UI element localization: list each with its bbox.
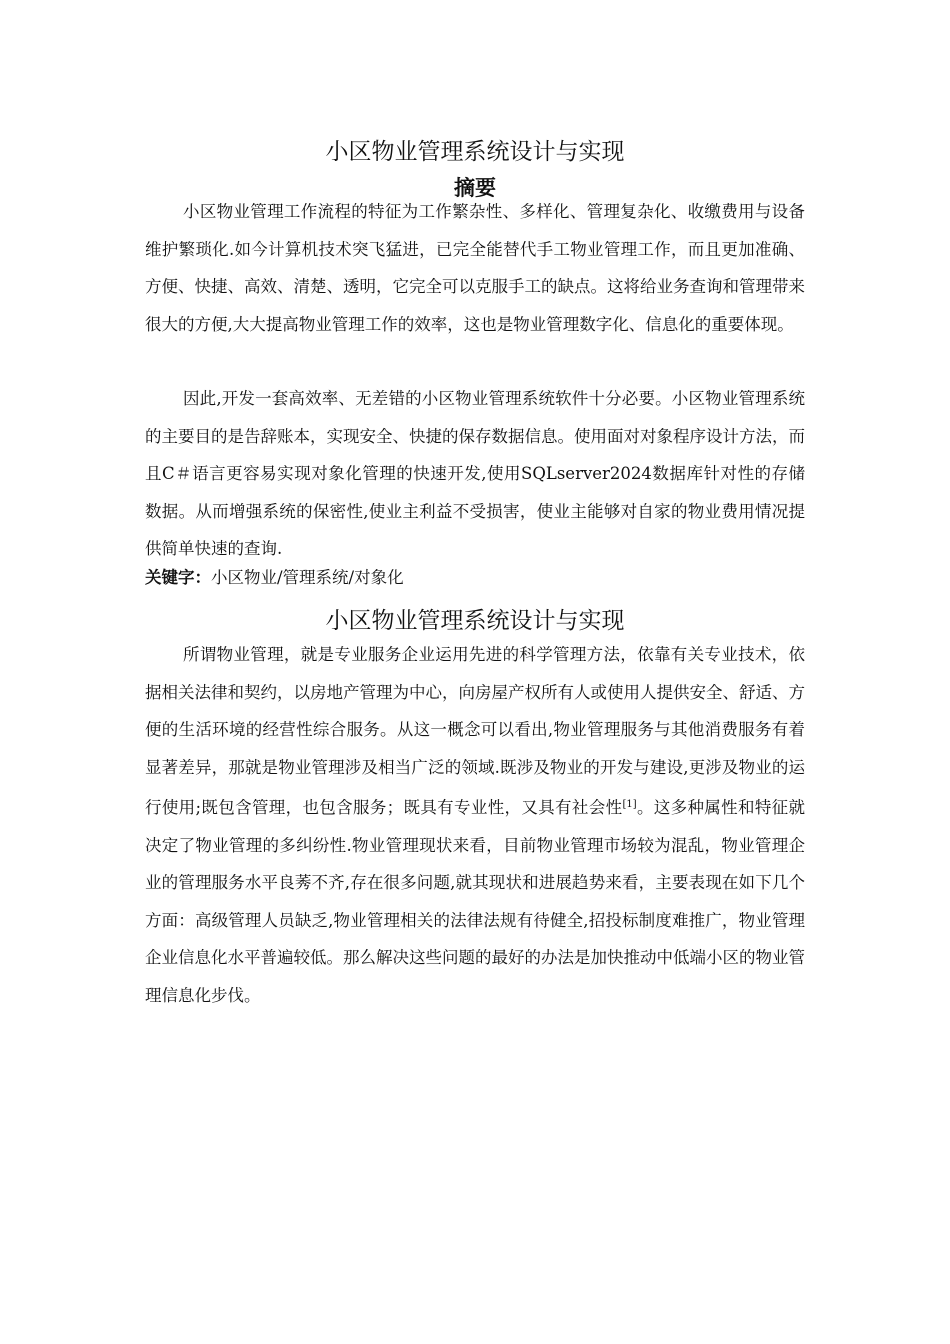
- section-title: 小区物业管理系统设计与实现: [325, 608, 625, 634]
- keywords-text: 小区物业/管理系统/对象化: [211, 568, 404, 587]
- body-text-part-1: 所谓物业管理，就是专业服务企业运用先进的科学管理方法，依靠有关专业技术，依据相关法律和契约，以房地产管理为中心，向房屋产权所有人或使用人提供安全、舒适、方便的生活环境的经营性综合服务。从这一概念可以看出,物业管理服务与其他消费服务有着显著差异，那就是物业管理涉及相当广泛的领域.既涉及物业的开发与建设,更涉及物业的运行使用;既包含管理，也包含服务；既具有专业性，又具有社会性: [145, 645, 805, 817]
- abstract-paragraph-2: 因此,开发一套高效率、无差错的小区物业管理系统软件十分必要。小区物业管理系统的主要目的是告辞账本，实现安全、快捷的保存数据信息。使用面对对象程序设计方法，而且C＃语言更容易实现对象化管理的快速开发,使用SQLserver2024数据库针对性的存储数据。从而增强系统的保密性,使业主利益不受损害，使业主能够对自家的物业费用情况提供简单快速的查询.: [145, 389, 805, 558]
- document-title: 小区物业管理系统设计与实现: [325, 139, 625, 165]
- body-paragraph: [145, 636, 805, 1014]
- keywords-label: 关键字：: [145, 568, 211, 587]
- body-text-part-2: 。这多种属性和特征就决定了物业管理的多纠纷性.物业管理现状来看，目前物业管理市场较为混乱，物业管理企业的管理服务水平良莠不齐,存在很多问题,就其现状和进展趋势来看，主要表现在如下几个方面：高级管理人员缺乏,物业管理相关的法律法规有待健全,招投标制度难推广，物业管理企业信息化水平普遍较低。那么解决这些问题的最好的办法是加快推动中低端小区的物业管理信息化步伐。: [145, 798, 806, 1005]
- citation-mark: [1]: [622, 799, 637, 810]
- keywords-line: [145, 563, 805, 593]
- abstract-heading: 摘要: [454, 176, 496, 200]
- abstract-paragraph-1: 小区物业管理工作流程的特征为工作繁杂性、多样化、管理复杂化、收缴费用与设备维护繁琐化.如今计算机技术突飞猛进，已完全能替代手工物业管理工作，而且更加准确、方便、快捷、高效、清楚、透明，它完全可以克服手工的缺点。这将给业务查询和管理带来很大的方便,大大提高物业管理工作的效率，这也是物业管理数字化、信息化的重要体现。: [145, 202, 805, 334]
